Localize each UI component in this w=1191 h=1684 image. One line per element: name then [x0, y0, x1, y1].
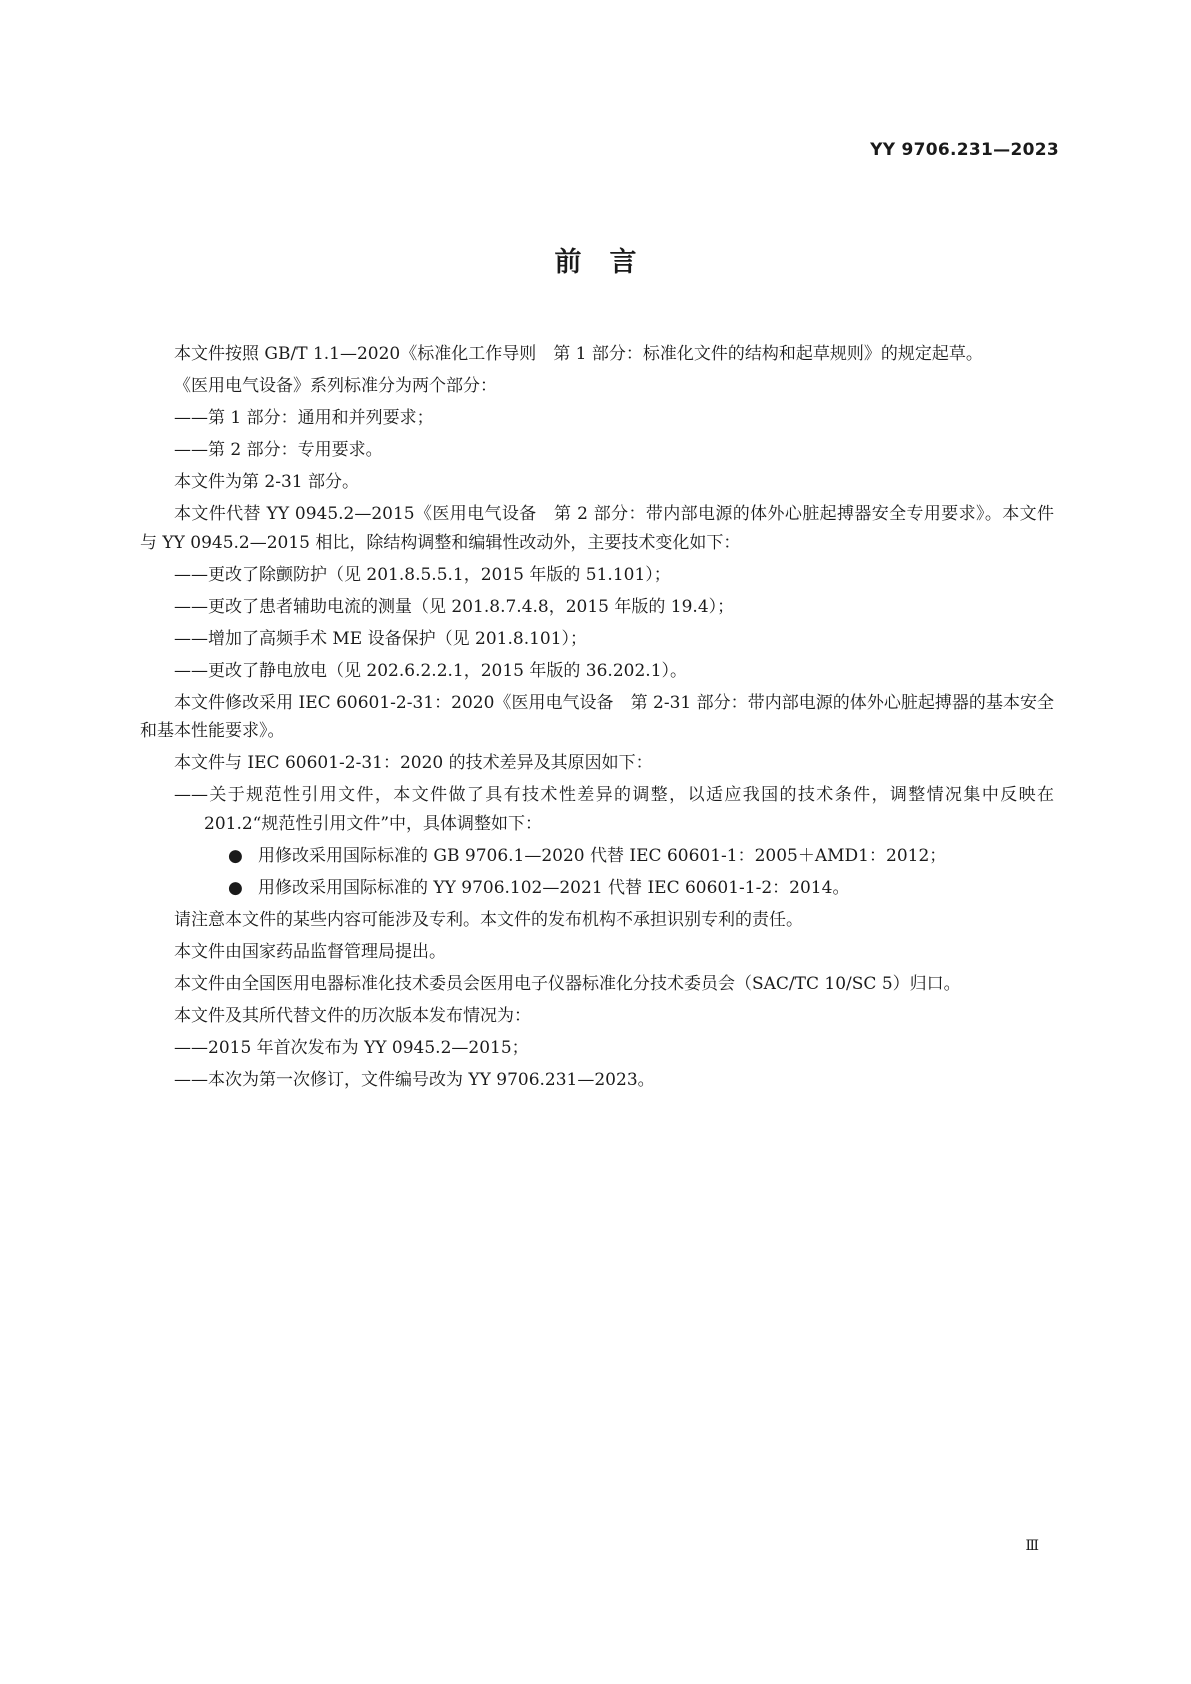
list-item-normative-references: ——关于规范性引用文件，本文件做了具有技术性差异的调整，以适应我国的技术条件，调整情况集中反映在 201.2“规范性引用文件”中，具体调整如下：	[174, 785, 1054, 834]
bullet-item-text: 用修改采用国际标准的 GB 9706.1—2020 代替 IEC 60601-1：2005＋AMD1：2012；	[258, 845, 947, 866]
list-item-change-auxiliary-current: ——更改了患者辅助电流的测量（见 201.8.7.4.8，2015 年版的 19.4）；	[174, 596, 735, 617]
paragraph-series-intro: 《医用电气设备》系列标准分为两个部分：	[174, 376, 497, 396]
paragraph-technical-differences: 本文件与 IEC 60601-2-31：2020 的技术差异及其原因如下：	[174, 753, 653, 773]
list-item-change-hf-surgery: ——增加了高频手术 ME 设备保护（见 201.8.101）；	[174, 628, 588, 649]
paragraph-modified-adoption: 本文件修改采用 IEC 60601-2-31：2020《医用电气设备 第 2-31 部分：带内部电源的体外心脏起搏器的基本安全和基本性能要求》。	[140, 692, 1054, 741]
bullet-item-yy-9706-102	[140, 874, 1054, 903]
bullet-item-gb-9706-1	[140, 842, 1054, 871]
document-code: YY 9706.231—2023	[870, 140, 1059, 160]
page-number: Ⅲ	[1025, 1538, 1039, 1554]
list-item-part-2: ——第 2 部分：专用要求。	[174, 440, 383, 460]
list-item-first-revision: ——本次为第一次修订，文件编号改为 YY 9706.231—2023。	[174, 1069, 655, 1090]
paragraph-part-number: 本文件为第 2-31 部分。	[174, 472, 359, 492]
list-item-change-defibrillation: ——更改了除颤防护（见 201.8.5.5.1，2015 年版的 51.101）；	[174, 564, 671, 585]
page-title: 前言	[554, 247, 665, 278]
bullet-dot-icon: ●	[228, 877, 243, 898]
paragraph-drafting-rules: 本文件按照 GB/T 1.1—2020《标准化工作导则 第 1 部分：标准化文件的结构和起草规则》的规定起草。	[174, 344, 983, 364]
list-item-first-release: ——2015 年首次发布为 YY 0945.2—2015；	[174, 1037, 529, 1058]
foreword-body	[140, 340, 1054, 1098]
list-item-part-1: ——第 1 部分：通用和并列要求；	[174, 408, 434, 428]
list-item-change-esd: ——更改了静电放电（见 202.6.2.2.1，2015 年版的 36.202.1）。	[174, 660, 688, 681]
bullet-dot-icon: ●	[228, 845, 243, 866]
paragraph-replaces: 本文件代替 YY 0945.2—2015《医用电气设备 第 2 部分：带内部电源的体外心脏起搏器安全专用要求》。本文件与 YY 0945.2—2015 相比，除结构调整和编辑性改动外，主要技术变化如下：	[140, 504, 1054, 553]
paragraph-patent-notice: 请注意本文件的某些内容可能涉及专利。本文件的发布机构不承担识别专利的责任。	[174, 909, 803, 930]
paragraph-under-jurisdiction: 本文件由全国医用电器标准化技术委员会医用电子仪器标准化分技术委员会（SAC/TC 10/SC 5）归口。	[174, 973, 961, 994]
paragraph-proposed-by: 本文件由国家药品监督管理局提出。	[174, 941, 446, 962]
bullet-item-text: 用修改采用国际标准的 YY 9706.102—2021 代替 IEC 60601-1-2：2014。	[258, 877, 850, 898]
paragraph-version-history: 本文件及其所代替文件的历次版本发布情况为：	[174, 1005, 531, 1026]
